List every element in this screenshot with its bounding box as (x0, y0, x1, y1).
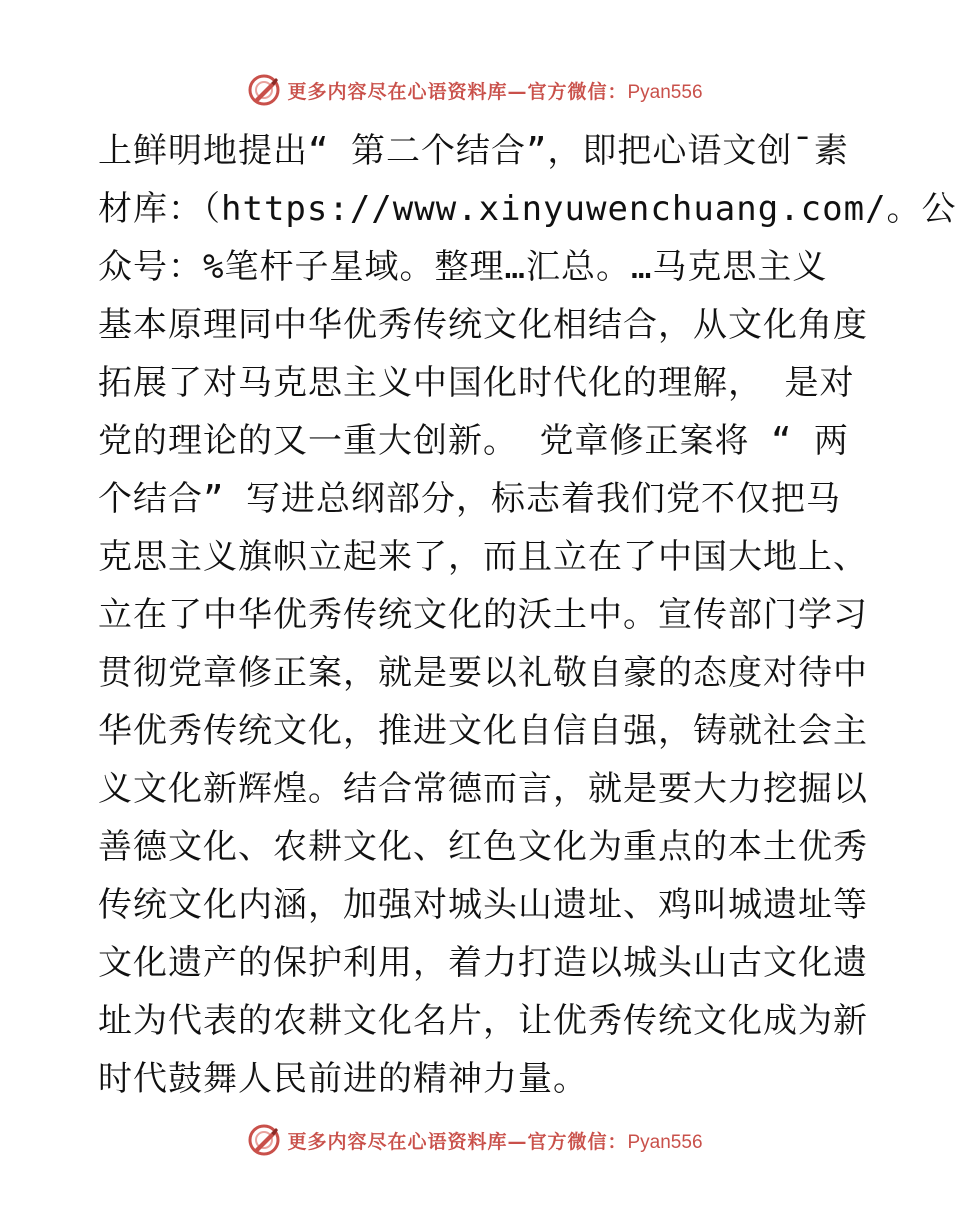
text-line: 文化遗产的保护利用，着力打造以城头山古文化遗 (98, 943, 868, 983)
text-line: 个结合” 写进总纲部分，标志着我们党不仅把马 (98, 479, 841, 519)
text-line: 上鲜明地提出“ 第二个结合”，即把心语文创¯素 (98, 131, 849, 171)
xinyu-logo-icon (247, 1123, 281, 1157)
text-line: 传统文化内涵，加强对城头山遗址、鸡叫城遗址等 (98, 885, 868, 925)
document-body (98, 122, 957, 1108)
text-line: 义文化新辉煌。结合常德而言，就是要大力挖掘以 (98, 769, 868, 809)
text-line: 众号：%笔杆子星域。整理…汇总。…马克思主义 (98, 247, 828, 287)
text-line: 克思主义旗帜立起来了，而且立在了中国大地上、 (98, 537, 868, 577)
text-line: 贯彻党章修正案，就是要以礼敬自豪的态度对待中 (98, 653, 868, 693)
xinyu-logo-icon (247, 73, 281, 107)
text-line: 党的理论的又一重大创新。 党章修正案将 “ 两 (98, 421, 849, 461)
text-line: 善德文化、农耕文化、红色文化为重点的本土优秀 (98, 827, 868, 867)
footer-watermark (0, 1120, 950, 1160)
text-line: 址为代表的农耕文化名片，让优秀传统文化成为新 (98, 1001, 868, 1041)
text-line: 华优秀传统文化，推进文化自信自强，铸就社会主 (98, 711, 868, 751)
watermark-text: 更多内容尽在心语资料库—官方微信：Pyan556 (287, 80, 703, 103)
text-line: 材库：（https://www.xinyuwenchuang.com/。公 (98, 189, 957, 229)
text-line: 立在了中华优秀传统文化的沃土中。宣传部门学习 (98, 595, 868, 635)
text-line: 时代鼓舞人民前进的精神力量。 (98, 1059, 588, 1099)
watermark-text: 更多内容尽在心语资料库—官方微信：Pyan556 (287, 1130, 703, 1153)
header-watermark (0, 70, 950, 110)
text-line: 基本原理同中华优秀传统文化相结合，从文化角度 (98, 305, 868, 345)
text-line: 拓展了对马克思主义中国化时代化的理解， 是对 (98, 363, 855, 403)
